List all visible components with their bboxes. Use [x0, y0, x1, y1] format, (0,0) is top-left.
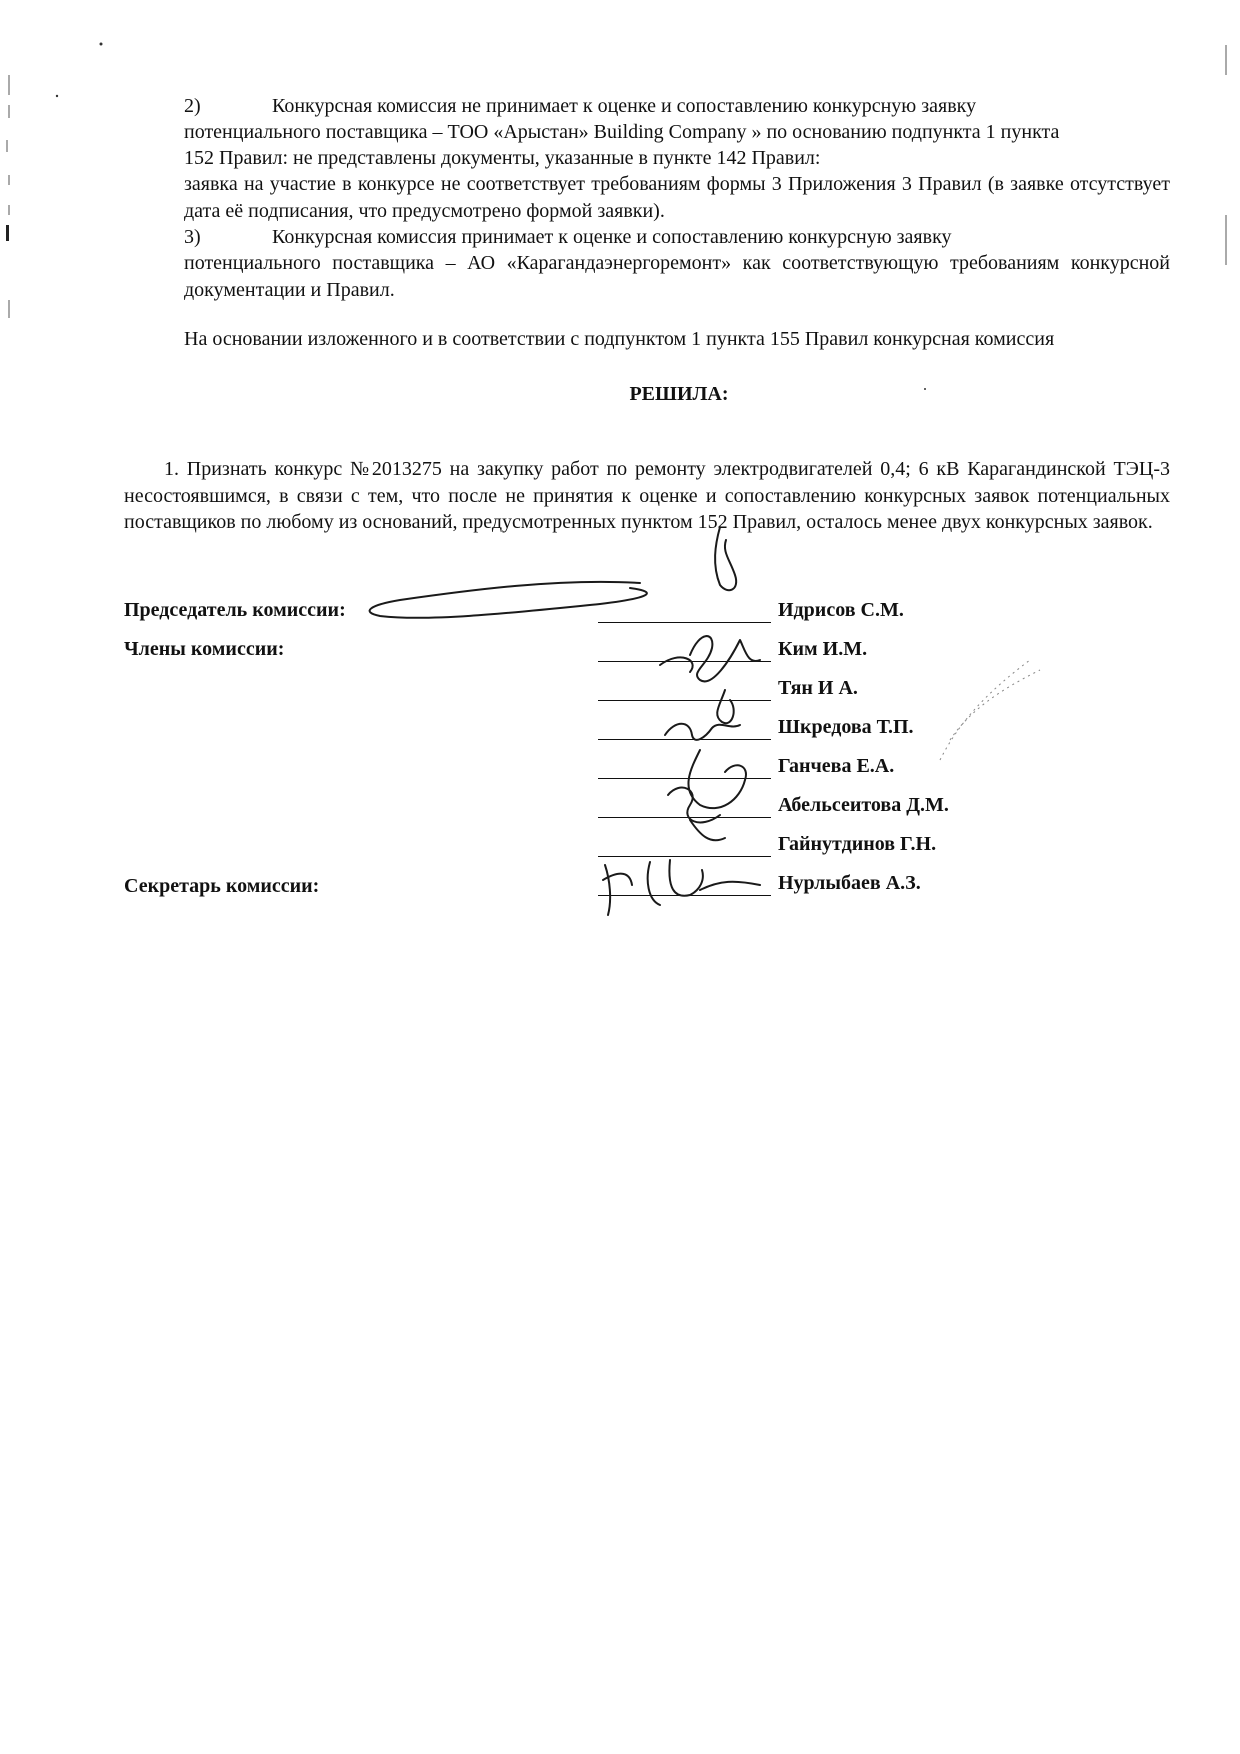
item-2-line-2: потенциального поставщика – ТОО «Арыстан» Building Company » по основанию подпункта 1 пункта	[184, 121, 1060, 143]
member-name: Ганчева Е.А.	[778, 755, 895, 777]
secretary-label: Секретарь комиссии:	[124, 875, 320, 897]
stamp-trace	[940, 660, 1030, 760]
item-3-line-1-text: Конкурсная комиссия принимает к оценке и сопоставлению конкурсную заявку	[272, 226, 952, 248]
member-name: Абельсеитова Д.М.	[778, 794, 949, 816]
member-name: Гайнутдинов Г.Н.	[778, 833, 937, 855]
item-2-number: 2)	[184, 95, 201, 117]
decided-heading: РЕШИЛА:	[629, 383, 729, 405]
chairman-label: Председатель комиссии:	[124, 599, 346, 621]
member-signature	[690, 820, 725, 840]
member-signature	[660, 657, 693, 672]
member-signature	[665, 724, 740, 740]
stamp-trace	[950, 670, 1040, 740]
member-name: Ким И.М.	[778, 638, 868, 660]
chairman-signature	[370, 582, 647, 618]
basis-paragraph: На основании изложенного и в соответствии с подпунктом 1 пункта 155 Правил конкурсная комиссия	[184, 328, 1055, 350]
item-2-detail: заявка на участие в конкурсе не соответствует требованиям формы 3 Приложения 3 Правил (в заявке отсутствует дата её подписания, что предусмотрено формой заявки).	[184, 173, 1170, 222]
chairman-signature-mark	[715, 527, 736, 590]
member-name: Тян И А.	[778, 677, 858, 699]
member-signature	[668, 788, 720, 823]
chairman-name: Идрисов С.М.	[778, 599, 904, 621]
decision-paragraph: 1. Признать конкурс №2013275 на закупку работ по ремонту электродвигателей 0,4; 6 кВ Карагандинской ТЭЦ-3 несостоявшимся, в связи с тем, что после не принятия к оценке и сопоставлению конкурсных заявок потенциальных поставщиков по любому из оснований, предусмотренных пунктом 152 Правил, осталось менее двух конкурсных заявок.	[124, 458, 1170, 533]
item-3-number: 3)	[184, 226, 201, 248]
member-signature	[688, 750, 746, 808]
member-signature	[717, 690, 733, 723]
secretary-signature	[603, 860, 760, 915]
member-signature	[690, 636, 760, 681]
item-2-line-3: 152 Правил: не представлены документы, указанные в пункте 142 Правил:	[184, 147, 821, 169]
item-2-line-1-text: Конкурсная комиссия не принимает к оценке и сопоставлению конкурсную заявку	[272, 95, 977, 117]
members-label: Члены комиссии:	[124, 638, 285, 660]
member-name: Шкредова Т.П.	[778, 716, 914, 738]
secretary-name: Нурлыбаев А.З.	[778, 872, 921, 894]
item-3-rest: потенциального поставщика – АО «Карагандаэнергоремонт» как соответствующую требованиям конкурсной документации и Правил.	[184, 252, 1170, 301]
